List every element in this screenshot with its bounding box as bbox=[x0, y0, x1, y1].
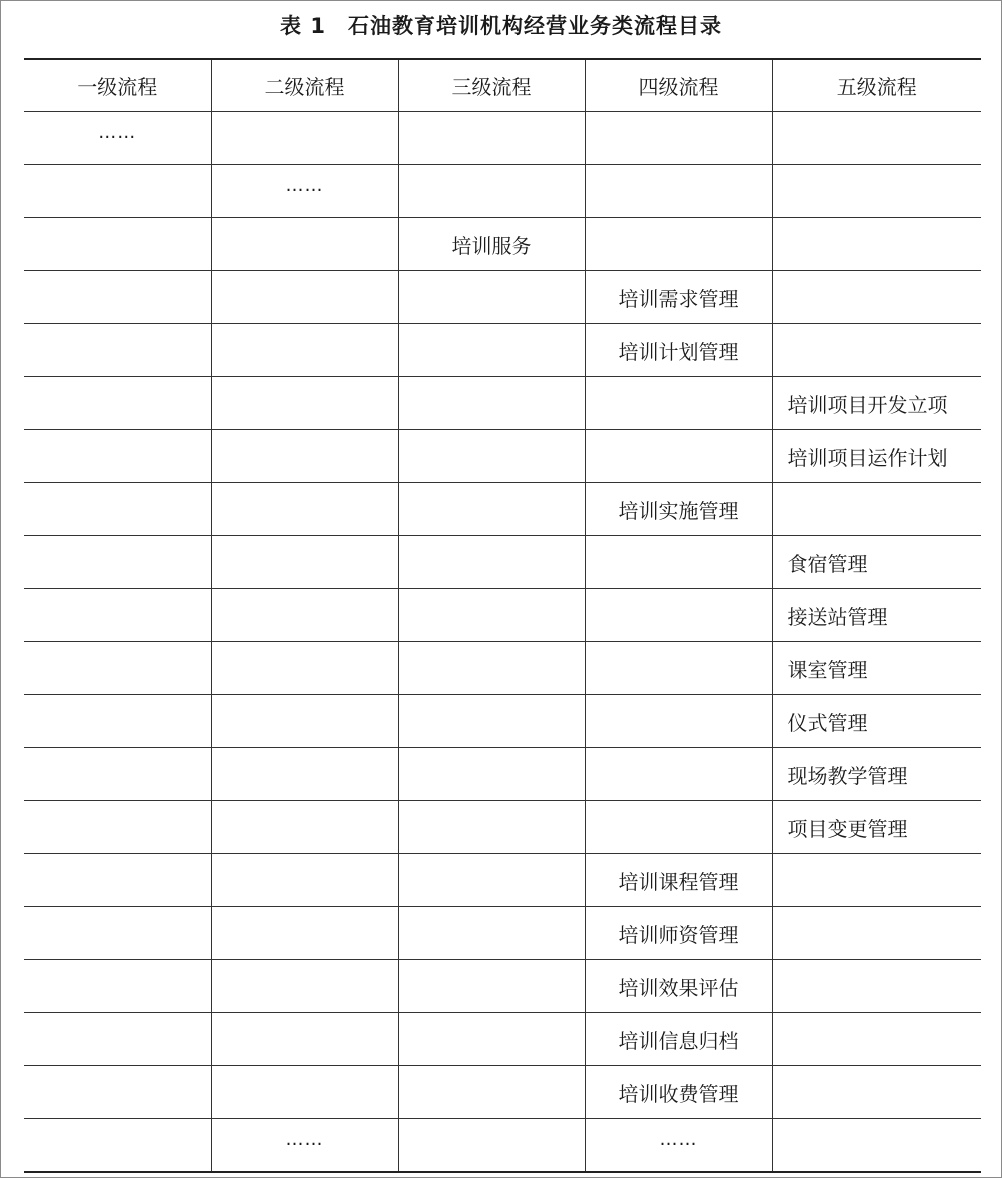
table-cell-level-3 bbox=[398, 377, 585, 430]
table-cell-level-5 bbox=[772, 1119, 981, 1173]
cell-text: 培训项目开发立项 bbox=[787, 392, 948, 417]
table-row bbox=[24, 430, 981, 483]
table-row bbox=[24, 1013, 981, 1066]
cell-text: …… bbox=[285, 1129, 324, 1150]
table-cell-level-1 bbox=[24, 801, 211, 854]
table-cell-level-2 bbox=[211, 377, 398, 430]
cell-text: 培训需求管理 bbox=[618, 286, 739, 311]
table-cell-level-4 bbox=[585, 642, 772, 695]
table-row bbox=[24, 483, 981, 536]
table-row bbox=[24, 748, 981, 801]
table-cell-level-4 bbox=[585, 165, 772, 218]
cell-text: 培训项目运作计划 bbox=[787, 445, 948, 470]
table-cell-level-4 bbox=[585, 271, 772, 324]
table-title: 表 1 石油教育培训机构经营业务类流程目录 bbox=[280, 14, 722, 38]
cell-text: 培训服务 bbox=[451, 233, 532, 258]
table-cell-level-1 bbox=[24, 536, 211, 589]
table-cell-level-4 bbox=[585, 748, 772, 801]
header-level-5: 五级流程 bbox=[772, 59, 981, 112]
table-row bbox=[24, 801, 981, 854]
table-cell-level-1 bbox=[24, 483, 211, 536]
table-cell-level-5 bbox=[772, 748, 981, 801]
cell-text: 培训收费管理 bbox=[618, 1081, 739, 1106]
table-cell-level-3 bbox=[398, 271, 585, 324]
table-cell-level-2 bbox=[211, 483, 398, 536]
table-cell-level-3 bbox=[398, 536, 585, 589]
table-cell-level-4 bbox=[585, 1066, 772, 1119]
cell-text: 食宿管理 bbox=[787, 551, 868, 576]
table-cell-level-3 bbox=[398, 1119, 585, 1173]
cell-text: 培训师资管理 bbox=[618, 922, 739, 947]
header-level-2: 二级流程 bbox=[211, 59, 398, 112]
table-row bbox=[24, 907, 981, 960]
table-row bbox=[24, 1119, 981, 1173]
table-cell-level-4 bbox=[585, 218, 772, 271]
table-cell-level-2 bbox=[211, 854, 398, 907]
table-cell-level-3 bbox=[398, 165, 585, 218]
cell-text: 培训效果评估 bbox=[618, 975, 739, 1000]
table-row bbox=[24, 695, 981, 748]
table-cell-level-1 bbox=[24, 1119, 211, 1173]
table-cell-level-5 bbox=[772, 112, 981, 165]
table-cell-level-3 bbox=[398, 589, 585, 642]
table-cell-level-4 bbox=[585, 324, 772, 377]
table-cell-level-3 bbox=[398, 112, 585, 165]
table-row bbox=[24, 1066, 981, 1119]
table-cell-level-2 bbox=[211, 536, 398, 589]
table-cell-level-3 bbox=[398, 483, 585, 536]
table-cell-level-5 bbox=[772, 271, 981, 324]
table-cell-level-2 bbox=[211, 748, 398, 801]
table-row bbox=[24, 218, 981, 271]
table-cell-level-5 bbox=[772, 589, 981, 642]
table-cell-level-4 bbox=[585, 536, 772, 589]
header-level-1: 一级流程 bbox=[24, 59, 211, 112]
table-cell-level-2 bbox=[211, 960, 398, 1013]
table-cell-level-4 bbox=[585, 907, 772, 960]
table-cell-level-1 bbox=[24, 960, 211, 1013]
cell-text: 培训信息归档 bbox=[618, 1028, 739, 1053]
table-cell-level-2 bbox=[211, 112, 398, 165]
table-cell-level-5 bbox=[772, 165, 981, 218]
process-catalog-table bbox=[24, 58, 981, 1173]
table-cell-level-5 bbox=[772, 801, 981, 854]
table-cell-level-1 bbox=[24, 112, 211, 165]
cell-text: 培训计划管理 bbox=[618, 339, 739, 364]
table-cell-level-1 bbox=[24, 430, 211, 483]
table-row bbox=[24, 165, 981, 218]
table-cell-level-1 bbox=[24, 695, 211, 748]
cell-text: …… bbox=[98, 122, 137, 143]
table-cell-level-3 bbox=[398, 1013, 585, 1066]
table-cell-level-3 bbox=[398, 854, 585, 907]
table-cell-level-5 bbox=[772, 218, 981, 271]
table-row bbox=[24, 642, 981, 695]
table-cell-level-5 bbox=[772, 1066, 981, 1119]
table-cell-level-4 bbox=[585, 695, 772, 748]
table-cell-level-4 bbox=[585, 960, 772, 1013]
table-cell-level-5 bbox=[772, 536, 981, 589]
table-cell-level-1 bbox=[24, 748, 211, 801]
cell-text: 课室管理 bbox=[787, 657, 868, 682]
cell-text: 仪式管理 bbox=[787, 710, 868, 735]
table-cell-level-2 bbox=[211, 271, 398, 324]
table-row bbox=[24, 112, 981, 165]
table-cell-level-3 bbox=[398, 324, 585, 377]
table-cell-level-3 bbox=[398, 801, 585, 854]
table-header-row bbox=[24, 59, 981, 112]
table-cell-level-5 bbox=[772, 642, 981, 695]
table-row bbox=[24, 271, 981, 324]
table-cell-level-4 bbox=[585, 483, 772, 536]
table-cell-level-2 bbox=[211, 218, 398, 271]
table-cell-level-1 bbox=[24, 324, 211, 377]
table-row bbox=[24, 854, 981, 907]
table-cell-level-1 bbox=[24, 642, 211, 695]
table-cell-level-4 bbox=[585, 1119, 772, 1173]
table-cell-level-2 bbox=[211, 1066, 398, 1119]
table-cell-level-5 bbox=[772, 324, 981, 377]
table-row bbox=[24, 324, 981, 377]
cell-text: 培训实施管理 bbox=[618, 498, 739, 523]
table-cell-level-1 bbox=[24, 1013, 211, 1066]
header-level-4: 四级流程 bbox=[585, 59, 772, 112]
header-level-3: 三级流程 bbox=[398, 59, 585, 112]
table-row bbox=[24, 960, 981, 1013]
table-cell-level-2 bbox=[211, 589, 398, 642]
table-cell-level-4 bbox=[585, 112, 772, 165]
table-cell-level-5 bbox=[772, 854, 981, 907]
table-cell-level-5 bbox=[772, 960, 981, 1013]
table-cell-level-2 bbox=[211, 801, 398, 854]
table-cell-level-1 bbox=[24, 218, 211, 271]
table-cell-level-4 bbox=[585, 430, 772, 483]
table-cell-level-3 bbox=[398, 430, 585, 483]
table-cell-level-5 bbox=[772, 377, 981, 430]
table-cell-level-3 bbox=[398, 642, 585, 695]
table-cell-level-2 bbox=[211, 1013, 398, 1066]
table-cell-level-1 bbox=[24, 165, 211, 218]
table-cell-level-2 bbox=[211, 642, 398, 695]
table-cell-level-2 bbox=[211, 907, 398, 960]
table-row bbox=[24, 536, 981, 589]
table-cell-level-2 bbox=[211, 430, 398, 483]
table-cell-level-5 bbox=[772, 483, 981, 536]
table-cell-level-1 bbox=[24, 907, 211, 960]
table-cell-level-1 bbox=[24, 271, 211, 324]
cell-text: …… bbox=[285, 175, 324, 196]
table-cell-level-2 bbox=[211, 695, 398, 748]
table-cell-level-2 bbox=[211, 324, 398, 377]
table-cell-level-2 bbox=[211, 1119, 398, 1173]
table-body bbox=[24, 112, 981, 1173]
table-cell-level-3 bbox=[398, 695, 585, 748]
table-cell-level-5 bbox=[772, 1013, 981, 1066]
cell-text: …… bbox=[659, 1129, 698, 1150]
table-cell-level-4 bbox=[585, 1013, 772, 1066]
cell-text: 项目变更管理 bbox=[787, 816, 908, 841]
table-cell-level-5 bbox=[772, 430, 981, 483]
cell-text: 接送站管理 bbox=[787, 604, 888, 629]
table-cell-level-1 bbox=[24, 1066, 211, 1119]
table-cell-level-3 bbox=[398, 1066, 585, 1119]
table-cell-level-1 bbox=[24, 377, 211, 430]
table-cell-level-3 bbox=[398, 218, 585, 271]
table-cell-level-3 bbox=[398, 960, 585, 1013]
table-row bbox=[24, 589, 981, 642]
table-row bbox=[24, 377, 981, 430]
table-cell-level-4 bbox=[585, 801, 772, 854]
table-cell-level-3 bbox=[398, 748, 585, 801]
table-cell-level-4 bbox=[585, 854, 772, 907]
cell-text: 培训课程管理 bbox=[618, 869, 739, 894]
table-cell-level-3 bbox=[398, 907, 585, 960]
table-cell-level-5 bbox=[772, 695, 981, 748]
table-cell-level-1 bbox=[24, 854, 211, 907]
table-cell-level-2 bbox=[211, 165, 398, 218]
table-cell-level-5 bbox=[772, 907, 981, 960]
table-cell-level-4 bbox=[585, 589, 772, 642]
table-cell-level-1 bbox=[24, 589, 211, 642]
table-cell-level-4 bbox=[585, 377, 772, 430]
cell-text: 现场教学管理 bbox=[787, 763, 908, 788]
